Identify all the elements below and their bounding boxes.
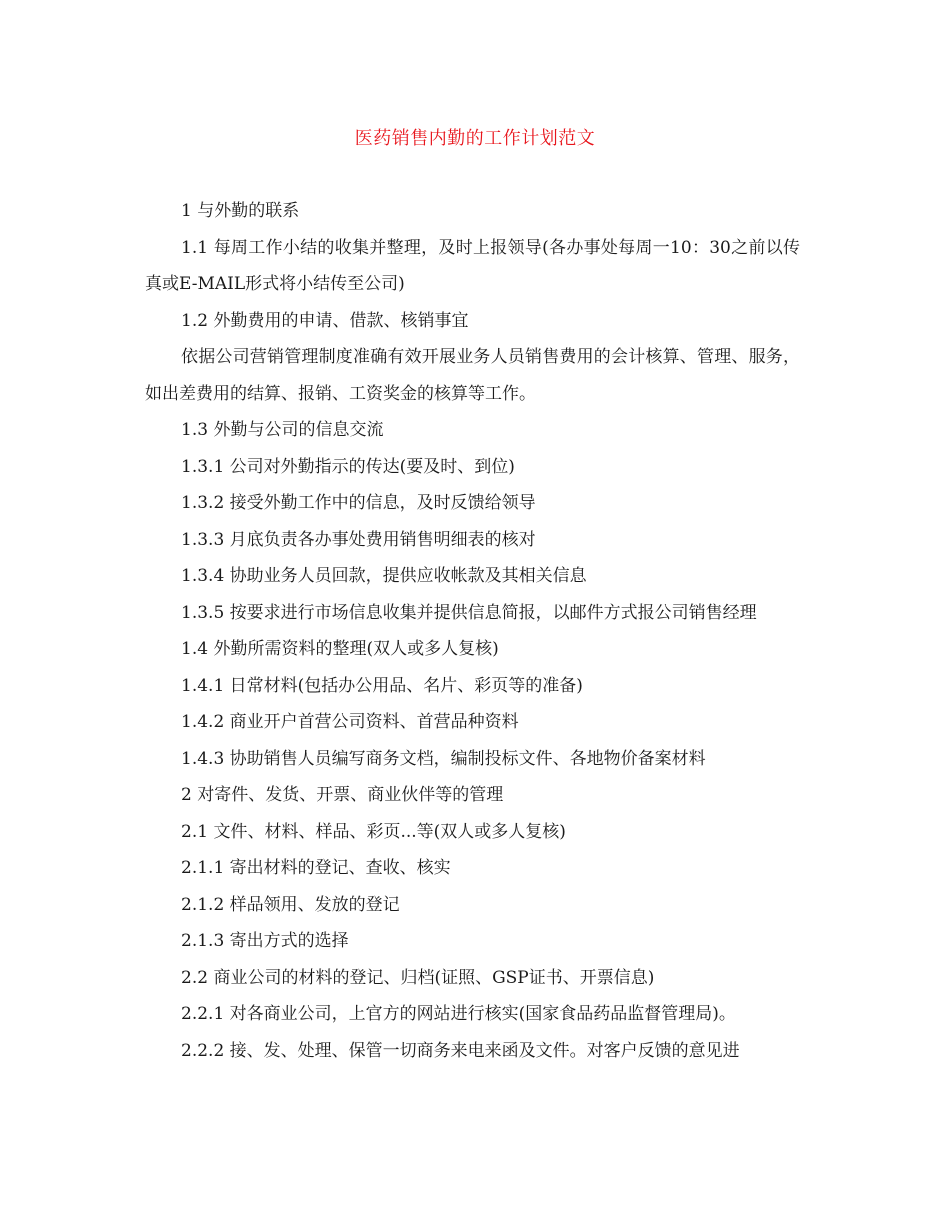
paragraph: 1.4 外勤所需资料的整理(双人或多人复核) — [181, 639, 499, 659]
paragraph: 1.3.5 按要求进行市场信息收集并提供信息简报，以邮件方式报公司销售经理 — [181, 602, 757, 623]
paragraph: 1.2 外勤费用的申请、借款、核销事宜 — [181, 310, 469, 331]
paragraph: 2.1 文件、材料、样品、彩页...等(双人或多人复核) — [181, 821, 566, 842]
paragraph: 1.3.1 公司对外勤指示的传达(要及时、到位) — [181, 456, 515, 477]
document-body — [145, 193, 800, 1069]
paragraph: 2.2.1 对各商业公司，上官方的网站进行核实(国家食品药品监督管理局)。 — [181, 1004, 736, 1024]
paragraph: 1.4.2 商业开户首营公司资料、首营品种资料 — [181, 712, 519, 732]
paragraph: 2.2 商业公司的材料的登记、归档(证照、GSP证书、开票信息) — [181, 967, 655, 988]
paragraph: 2 对寄件、发货、开票、商业伙伴等的管理 — [181, 785, 504, 805]
paragraph: 2.1.1 寄出材料的登记、查收、核实 — [181, 858, 451, 878]
paragraph: 1.4.3 协助销售人员编写商务文档，编制投标文件、各地物价备案材料 — [181, 748, 706, 769]
paragraph: 1.3.2 接受外勤工作中的信息，及时反馈给领导 — [181, 493, 536, 513]
paragraph: 2.1.3 寄出方式的选择 — [181, 931, 349, 951]
paragraph: 2.1.2 样品领用、发放的登记 — [181, 894, 400, 915]
paragraph: 1.3.4 协助业务人员回款，提供应收帐款及其相关信息 — [181, 566, 587, 586]
paragraph: 1.4.1 日常材料(包括办公用品、名片、彩页等的准备) — [181, 675, 583, 696]
paragraph: 1.3 外勤与公司的信息交流 — [181, 420, 384, 440]
paragraph: 1 与外勤的联系 — [181, 201, 300, 221]
paragraph: 1.3.3 月底负责各办事处费用销售明细表的核对 — [181, 529, 536, 550]
paragraph: 1.1 每周工作小结的收集并整理，及时上报领导(各办事处每周一10：30之前以传真或E-MAIL形式将小结传至公司) — [145, 237, 800, 294]
paragraph: 2.2.2 接、发、处理、保管一切商务来电来函及文件。对客户反馈的意见进 — [181, 1040, 740, 1061]
paragraph: 依据公司营销管理制度准确有效开展业务人员销售费用的会计核算、管理、服务，如出差费用的结算、报销、工资奖金的核算等工作。 — [145, 347, 800, 404]
document-title: 医药销售内勤的工作计划范文 — [354, 128, 596, 149]
